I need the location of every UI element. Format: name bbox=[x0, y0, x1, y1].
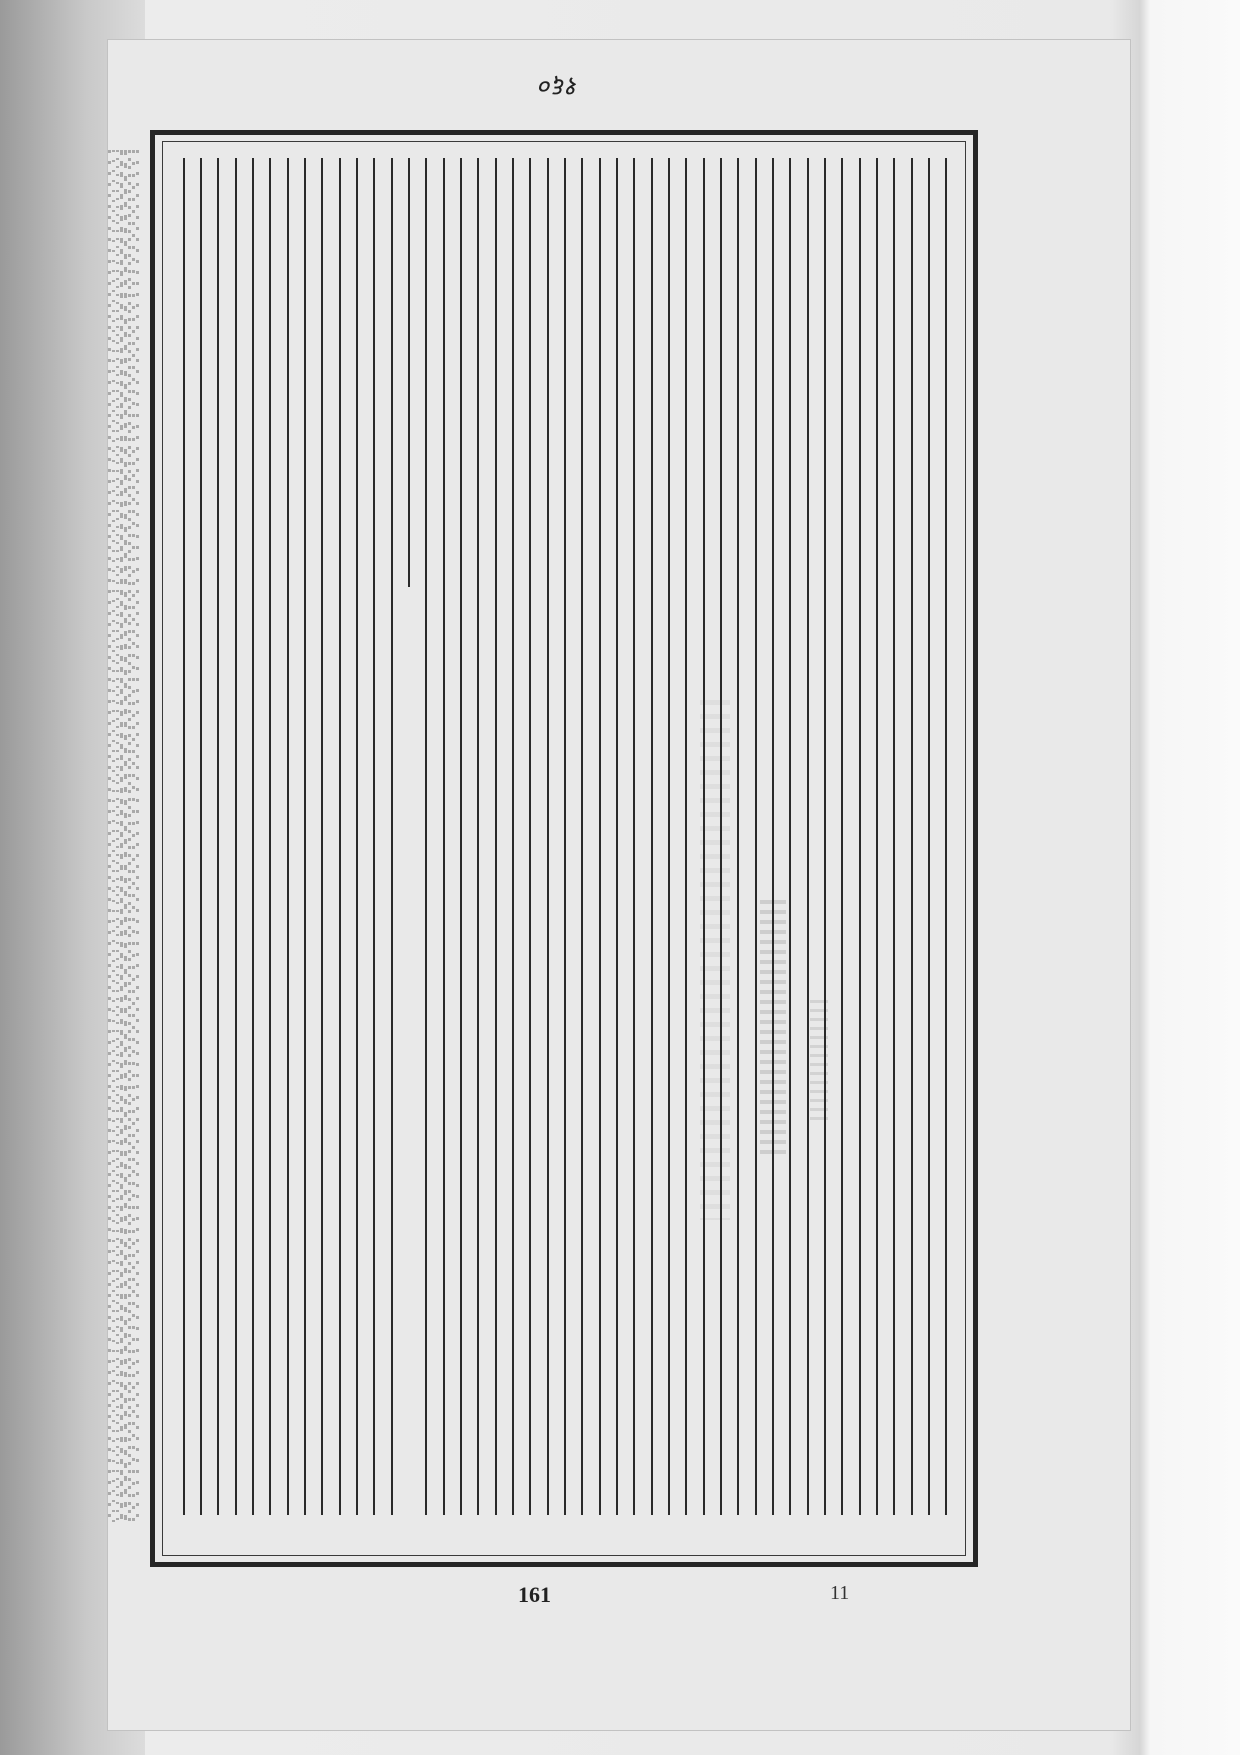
script-glyphs bbox=[179, 158, 188, 1515]
text-column bbox=[613, 158, 622, 1515]
text-column bbox=[699, 158, 708, 1515]
text-column bbox=[769, 158, 778, 1515]
adjacent-text-column bbox=[112, 150, 115, 1522]
script-glyphs bbox=[595, 158, 604, 1515]
text-column bbox=[647, 158, 656, 1515]
adjacent-text-column bbox=[120, 150, 123, 1522]
script-glyphs bbox=[873, 158, 882, 1515]
script-glyphs bbox=[491, 158, 500, 1515]
text-column bbox=[353, 158, 362, 1515]
text-column bbox=[838, 158, 847, 1515]
adjacent-text-column bbox=[128, 150, 131, 1522]
text-column bbox=[665, 158, 674, 1515]
script-glyphs bbox=[751, 158, 760, 1515]
text-column bbox=[873, 158, 882, 1515]
script-glyphs bbox=[717, 158, 726, 1515]
text-column bbox=[439, 158, 448, 1515]
text-column bbox=[717, 158, 726, 1515]
text-column bbox=[266, 158, 275, 1515]
text-column bbox=[214, 158, 223, 1515]
text-column bbox=[561, 158, 570, 1515]
script-glyphs bbox=[699, 158, 708, 1515]
text-column bbox=[630, 158, 639, 1515]
bottom-page-number: 161 bbox=[518, 1582, 551, 1607]
adjacent-text-column bbox=[124, 150, 127, 1522]
script-glyphs bbox=[665, 158, 674, 1515]
script-glyphs bbox=[387, 158, 396, 1515]
script-glyphs bbox=[422, 158, 431, 1515]
text-column bbox=[890, 158, 899, 1515]
text-column bbox=[491, 158, 500, 1515]
script-glyphs bbox=[734, 158, 743, 1515]
text-column bbox=[179, 158, 188, 1515]
text-column bbox=[855, 158, 864, 1515]
text-column bbox=[474, 158, 483, 1515]
script-glyphs bbox=[925, 158, 934, 1515]
text-column bbox=[405, 158, 414, 587]
script-glyphs bbox=[283, 158, 292, 1515]
text-column bbox=[907, 158, 916, 1515]
text-column bbox=[925, 158, 934, 1515]
text-column bbox=[318, 158, 327, 1515]
text-column bbox=[457, 158, 466, 1515]
script-glyphs bbox=[907, 158, 916, 1515]
script-glyphs bbox=[769, 158, 778, 1515]
script-glyphs bbox=[509, 158, 518, 1515]
adjacent-text-column bbox=[136, 150, 139, 1522]
text-column bbox=[786, 158, 795, 1515]
text-column bbox=[197, 158, 206, 1515]
text-column bbox=[682, 158, 691, 1515]
adjacent-page-text bbox=[108, 150, 140, 1550]
script-glyphs bbox=[543, 158, 552, 1515]
text-column bbox=[734, 158, 743, 1515]
script-glyphs bbox=[942, 158, 951, 1515]
text-column bbox=[301, 158, 310, 1515]
text-column bbox=[751, 158, 760, 1515]
top-page-number: १६० bbox=[539, 71, 581, 101]
text-column bbox=[578, 158, 587, 1515]
text-column bbox=[370, 158, 379, 1515]
text-column bbox=[283, 158, 292, 1515]
adjacent-text-column bbox=[108, 150, 111, 1522]
script-glyphs bbox=[301, 158, 310, 1515]
text-column bbox=[509, 158, 518, 1515]
script-glyphs bbox=[405, 158, 414, 587]
script-glyphs bbox=[803, 158, 812, 1515]
script-glyphs bbox=[266, 158, 275, 1515]
script-glyphs bbox=[561, 158, 570, 1515]
script-glyphs bbox=[786, 158, 795, 1515]
script-glyphs bbox=[526, 158, 535, 1515]
script-glyphs bbox=[318, 158, 327, 1515]
script-glyphs bbox=[821, 158, 830, 1515]
script-glyphs bbox=[855, 158, 864, 1515]
script-glyphs bbox=[439, 158, 448, 1515]
text-column bbox=[543, 158, 552, 1515]
adjacent-text-column bbox=[116, 150, 119, 1522]
adjacent-text-column bbox=[132, 150, 135, 1522]
script-glyphs bbox=[682, 158, 691, 1515]
script-glyphs bbox=[231, 158, 240, 1515]
signature-number: 11 bbox=[830, 1582, 850, 1604]
script-glyphs bbox=[214, 158, 223, 1515]
script-glyphs bbox=[353, 158, 362, 1515]
text-column bbox=[231, 158, 240, 1515]
text-column bbox=[942, 158, 951, 1515]
text-column bbox=[595, 158, 604, 1515]
text-column bbox=[526, 158, 535, 1515]
text-column bbox=[422, 158, 431, 1515]
script-glyphs bbox=[890, 158, 899, 1515]
script-glyphs bbox=[335, 158, 344, 1515]
script-glyphs bbox=[474, 158, 483, 1515]
text-column bbox=[335, 158, 344, 1515]
script-glyphs bbox=[838, 158, 847, 1515]
script-glyphs bbox=[370, 158, 379, 1515]
text-column bbox=[387, 158, 396, 1515]
script-glyphs bbox=[613, 158, 622, 1515]
text-column bbox=[803, 158, 812, 1515]
script-glyphs bbox=[249, 158, 258, 1515]
script-glyphs bbox=[630, 158, 639, 1515]
script-glyphs bbox=[197, 158, 206, 1515]
script-glyphs bbox=[578, 158, 587, 1515]
script-glyphs bbox=[457, 158, 466, 1515]
text-column bbox=[249, 158, 258, 1515]
script-glyphs bbox=[647, 158, 656, 1515]
text-column bbox=[821, 158, 830, 1515]
vertical-text-block bbox=[175, 158, 955, 1543]
